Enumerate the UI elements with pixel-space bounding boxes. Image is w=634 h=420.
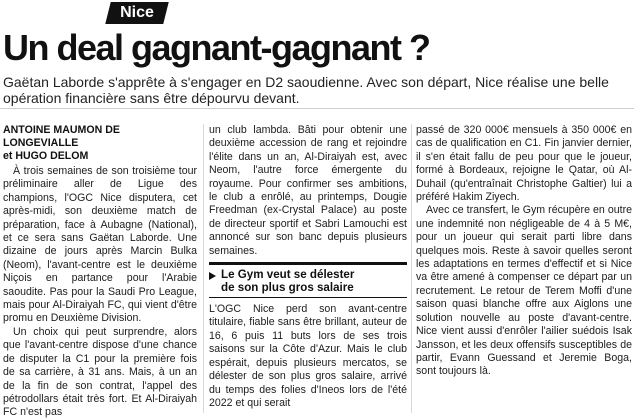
- lede: Gaëtan Laborde s'apprête à s'engager en D2 saoudienne. Avec son départ, Nice réalise une belle opération financière sans être dépourvu devant.: [3, 74, 609, 106]
- column-divider: [411, 124, 412, 413]
- subheading-line-1: Le Gym veut se délester: [221, 268, 355, 282]
- article-column-1: [3, 165, 197, 420]
- column-divider: [203, 124, 204, 413]
- headline: Un deal gagnant-gagnant ?: [3, 27, 430, 68]
- byline: [3, 124, 197, 163]
- paragraph: L'OGC Nice perd son avant-centre titulaire, fiable sans être brillant, auteur de 16, 6 puis 11 buts lors de ses trois saisons sur la Côte d'Azur. Mais le club espérait, depuis plusieurs mercatos, se délester de son plus gros salaire, arrivé du temps des folies d'Ineos lors de l'été 2022 et qui serait: [209, 303, 407, 409]
- subheading: [209, 262, 407, 298]
- section-tag-label: Nice: [120, 4, 154, 21]
- article-column-2: [209, 124, 407, 410]
- subheading-line-2: de son plus gros salaire: [221, 281, 354, 295]
- paragraph: À trois semaines de son troisième tour préliminaire aller de Ligue des champions, l'OGC Nice disputera, cet après-midi, son deuxième match de préparation, face à Aubagne (National), et ce sera sans Gaëtan Laborde. Une dizaine de jours après Marcin Bulka (Neom), l'avant-centre est le deuxième Niçois en partance pour l'Arabie saoudite. Pas pour la Saudi Pro League, mais pour Al-Diraiyah FC, qui vient d'être promu en Deuxième Division.: [3, 165, 197, 325]
- paragraph: Avec ce transfert, le Gym récupère en outre une indemnité non négligeable de 4 à 5 M€, pour un joueur qui serait parti libre dans quelques mois. Reste à savoir quelles seront les adaptations en termes d'effectif et si Nice va être amené à compenser ce départ par un recrutement. Le retour de Terem Moffi d'une saison quasi blanche offre aux Aiglons une solution nouvelle au poste d'avant-centre. Nice vient aussi d'enrôler l'ailier suédois Isak Jansson, et les deux offensifs susceptibles de partir, Evann Guessand et Jeremie Boga, sont toujours là.: [416, 204, 632, 378]
- byline-author-2: et HUGO DELOM: [3, 150, 89, 162]
- byline-author-1: ANTOINE MAUMON DE LONGEVIALLE: [3, 124, 120, 149]
- paragraph: un club lambda. Bâti pour obtenir une deuxième accession de rang et rejoindre l'élite dans un an, Al-Diraiyah est, avec Neom, l'autre force émergente du royaume. Pour confirmer ses ambitions, le club a enrôlé, au printemps, Dougie Freedman (ex-Crystal Palace) au poste de directeur sportif et Sabri Lamouchi est annoncé sur son banc depuis plusieurs semaines.: [209, 124, 407, 257]
- paragraph: Un choix qui peut surprendre, alors que l'avant-centre dispose d'une chance de disputer la C1 pour la première fois de sa carrière, à 31 ans. Mais, à un an de la fin de son contrat, l'appel des pétrodollars était très fort. Et Al-Diraiyah FC n'est pas: [3, 325, 197, 419]
- section-tag: [105, 2, 168, 24]
- paragraph: passé de 320 000€ mensuels à 350 000€ en cas de qualification en C1. Fin janvier dernier, il s'en était fallu de peu pour que le joueur, formé à Bordeaux, rejoigne le Qatar, où Al-Duhail (qu'entraînait Christophe Galtier) lui a préféré Hakim Ziyech.: [416, 124, 632, 204]
- article-column-3: [416, 124, 632, 379]
- header-divider: [0, 108, 634, 109]
